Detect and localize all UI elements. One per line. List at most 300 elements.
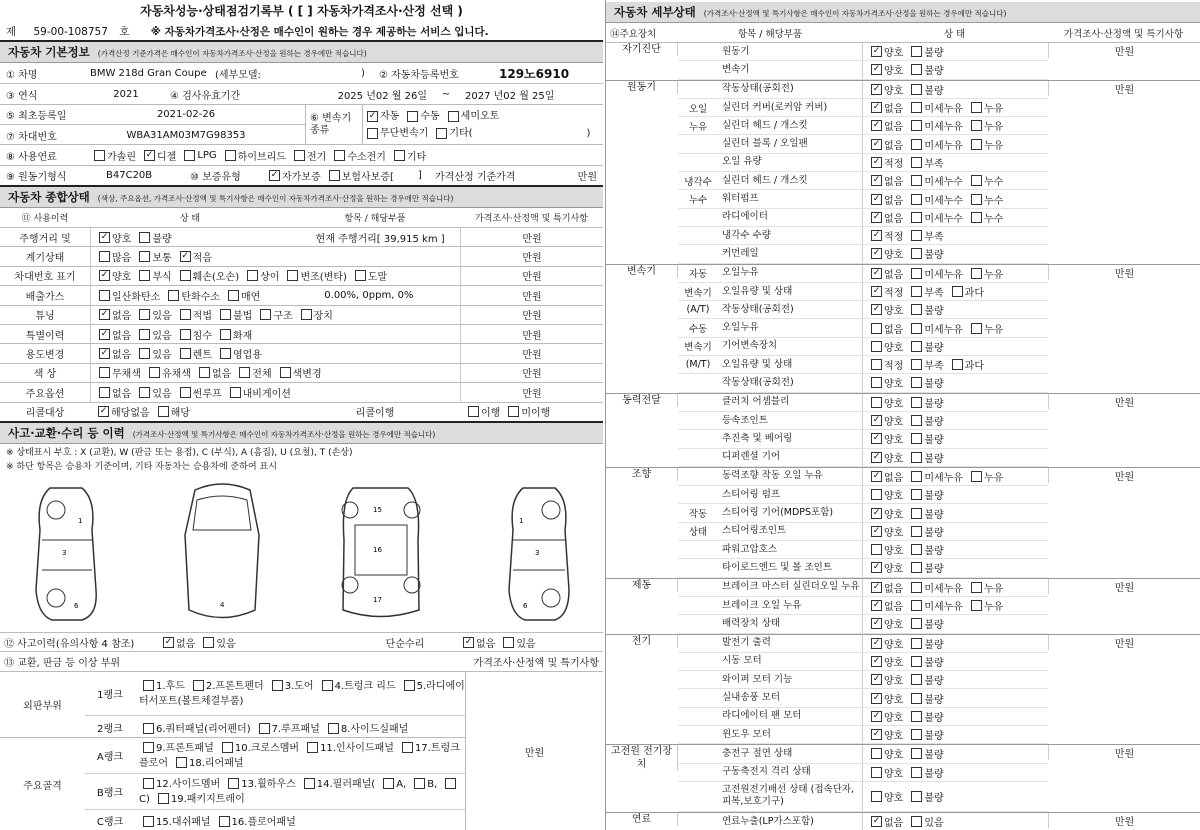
checkbox[interactable] (383, 778, 394, 789)
option-label: 누유 (983, 602, 1004, 614)
checkbox[interactable]: ✓ (872, 248, 881, 259)
detail-item: 클러치 어셈블리 (722, 396, 790, 408)
accident-header (0, 423, 603, 444)
checkbox[interactable]: ✓ (872, 581, 881, 592)
checkbox[interactable]: ✓ (872, 655, 881, 666)
checkbox[interactable]: ✓ (872, 451, 881, 462)
option-label: 불량 (924, 491, 944, 503)
summary-row-amount: 만원 (460, 383, 603, 401)
checkbox[interactable] (971, 212, 982, 223)
option-label: 불량 (924, 639, 944, 651)
checkbox[interactable] (329, 170, 340, 181)
checkbox[interactable] (307, 742, 318, 753)
checkbox[interactable]: ✓ (872, 138, 881, 149)
checkbox[interactable]: ✓ (100, 309, 109, 320)
car-front-label-4: 4 (220, 601, 225, 609)
checkbox[interactable] (911, 323, 922, 334)
checkbox[interactable] (225, 150, 236, 161)
detail-group (606, 43, 1200, 81)
checkbox[interactable] (911, 767, 922, 778)
checkbox[interactable] (871, 489, 882, 500)
detail-sub-label (678, 635, 718, 652)
checkbox[interactable]: ✓ (100, 348, 109, 359)
panel-item: 1.후드 (156, 680, 185, 692)
summary-row-label: 차대번호 표기 (14, 272, 76, 284)
checkbox[interactable] (180, 270, 191, 281)
checkbox[interactable]: ✓ (100, 270, 109, 281)
checkbox[interactable] (871, 359, 882, 370)
checkbox[interactable] (220, 348, 231, 359)
checkbox[interactable] (407, 111, 418, 122)
detail-item: 스티어링 기어(MDPS포함) (722, 507, 834, 519)
car-right-label-6: 6 (523, 602, 528, 610)
checkbox[interactable]: ✓ (270, 170, 279, 180)
detail-sub-label: 냉각수 (684, 176, 712, 188)
checkbox[interactable] (911, 638, 922, 649)
checkbox[interactable] (911, 415, 922, 426)
checkbox[interactable]: ✓ (181, 251, 189, 262)
checkbox[interactable] (911, 230, 922, 241)
checkbox[interactable]: ✓ (164, 636, 173, 647)
summary-col-header: 가격조사·산정액 및 특기사항 (475, 214, 588, 224)
checkbox[interactable] (143, 816, 154, 827)
detail-sub-label (678, 209, 718, 226)
checkbox[interactable] (871, 341, 882, 352)
checkbox[interactable] (971, 323, 982, 334)
checkbox[interactable] (911, 489, 922, 500)
checkbox[interactable] (322, 680, 333, 691)
checkbox[interactable] (911, 102, 922, 113)
checkbox[interactable]: ✓ (872, 286, 881, 296)
checkbox[interactable] (143, 723, 154, 734)
checkbox[interactable] (871, 767, 882, 778)
checkbox[interactable]: ✓ (872, 267, 881, 278)
checkbox[interactable] (871, 791, 882, 802)
checkbox[interactable]: ✓ (872, 729, 881, 740)
detail-item: 브레이크 오일 누유 (722, 599, 802, 611)
checkbox[interactable] (971, 600, 982, 611)
option-label: 양호 (884, 620, 904, 632)
checkbox[interactable] (971, 194, 982, 205)
engine-label: ⑨ 원동기형식 (6, 172, 67, 183)
option-label: 미세누유 (924, 140, 963, 152)
checkbox[interactable] (971, 582, 982, 593)
checkbox[interactable] (911, 711, 922, 722)
transmission-option: 수동 (420, 111, 440, 122)
option-label: 누유 (983, 269, 1004, 281)
checkbox[interactable] (911, 508, 922, 519)
detail-group-name: 동력전달 (606, 394, 678, 407)
warranty-options (261, 166, 431, 185)
checkbox[interactable] (871, 377, 882, 388)
checkbox[interactable]: ✓ (872, 120, 881, 131)
checkbox[interactable]: ✓ (872, 637, 881, 648)
checkbox[interactable] (911, 791, 922, 802)
checkbox[interactable] (911, 674, 922, 685)
checkbox[interactable] (260, 309, 271, 320)
checkbox[interactable]: ✓ (145, 149, 154, 160)
checkbox[interactable] (143, 778, 154, 789)
checkbox[interactable] (180, 348, 191, 359)
checkbox[interactable] (280, 367, 291, 378)
checkbox[interactable] (911, 248, 922, 259)
detail-group-name: 조향 (606, 468, 678, 481)
rank1-items (135, 679, 465, 709)
checkbox[interactable]: ✓ (872, 64, 881, 75)
checkbox[interactable] (176, 757, 187, 768)
rank2-label: 2랭크 (97, 723, 123, 735)
summary-row-amount: 만원 (460, 228, 603, 246)
checkbox[interactable] (247, 270, 258, 281)
checkbox[interactable] (436, 128, 447, 139)
option-label: 불량 (924, 48, 944, 60)
checkbox[interactable] (228, 778, 239, 789)
checkbox[interactable] (219, 816, 230, 827)
checkbox[interactable] (99, 387, 110, 398)
checkbox[interactable] (180, 387, 191, 398)
option-label: 없음 (112, 330, 132, 342)
checkbox[interactable] (911, 304, 922, 315)
checkbox[interactable]: ✓ (872, 525, 881, 536)
checkbox[interactable]: ✓ (872, 211, 881, 222)
detail-sub-label (678, 708, 718, 725)
checkbox[interactable]: ✓ (872, 507, 881, 518)
checkbox[interactable] (911, 433, 922, 444)
transmission-option: 무단변속기 (380, 128, 429, 139)
checkbox[interactable] (402, 742, 413, 753)
checkbox[interactable] (220, 309, 231, 320)
checkbox[interactable] (139, 329, 150, 340)
detail-group-name: 연료 (606, 813, 678, 826)
accident-title: 사고·교환·수리 등 이력 (8, 425, 125, 440)
checkbox[interactable] (871, 397, 882, 408)
checkbox[interactable] (180, 309, 191, 320)
detail-amount: 만원 (1048, 813, 1200, 828)
checkbox[interactable] (911, 397, 922, 408)
detail-row (678, 635, 1048, 653)
checkbox[interactable]: ✓ (872, 618, 881, 629)
option-label: 불량 (924, 620, 944, 632)
detail-group-name: 자기진단 (606, 43, 678, 56)
checkbox[interactable] (971, 268, 982, 279)
checkbox[interactable] (193, 680, 204, 691)
detail-row (678, 813, 1048, 830)
checkbox[interactable]: ✓ (872, 710, 881, 721)
checkbox[interactable] (503, 637, 514, 648)
option-label: 불량 (924, 509, 944, 521)
checkbox[interactable] (149, 367, 160, 378)
detail-sub-label: (M/T) (685, 359, 711, 371)
detail-item: 실린더 헤드 / 개스킷 (722, 119, 808, 131)
checkbox[interactable] (911, 816, 922, 827)
checkbox[interactable] (971, 471, 982, 482)
checkbox[interactable] (168, 290, 179, 301)
checkbox[interactable] (287, 270, 298, 281)
checkbox[interactable] (355, 270, 366, 281)
checkbox[interactable] (971, 139, 982, 150)
cert-no-label: 제 (6, 26, 17, 38)
checkbox[interactable] (404, 680, 415, 691)
detail-item: 윈도우 모터 (722, 728, 771, 740)
checkbox[interactable] (911, 359, 922, 370)
option-label: 전체 (252, 369, 272, 381)
checkbox[interactable] (911, 618, 922, 629)
checkbox[interactable]: ✓ (872, 230, 881, 241)
checkbox[interactable] (911, 194, 922, 205)
checkbox[interactable] (328, 723, 339, 734)
option-label: 썬루프 (192, 388, 222, 400)
checkbox[interactable]: ✓ (368, 110, 377, 121)
checkbox[interactable] (911, 471, 922, 482)
checkbox[interactable] (952, 286, 963, 297)
checkbox[interactable] (911, 452, 922, 463)
checkbox[interactable] (508, 406, 519, 417)
option-label: 일산화탄소 (112, 291, 161, 303)
checkbox[interactable] (911, 693, 922, 704)
checkbox[interactable] (301, 309, 312, 320)
option-label: 부족 (924, 158, 944, 170)
checkbox[interactable] (871, 323, 882, 334)
checkbox[interactable] (228, 290, 239, 301)
checkbox[interactable]: ✓ (872, 156, 881, 167)
detail-sub-label: 변속기 (684, 287, 712, 299)
detail-sub-label (678, 245, 718, 262)
detail-row (678, 394, 1048, 412)
checkbox[interactable] (445, 778, 456, 789)
checkbox[interactable] (911, 729, 922, 740)
summary-row (0, 228, 603, 247)
checkbox[interactable]: ✓ (99, 406, 108, 417)
detail-item: 구동축전지 격리 상태 (722, 766, 811, 778)
checkbox[interactable]: ✓ (100, 328, 109, 339)
option-label: 불량 (924, 306, 944, 318)
detail-item: 타이로드엔드 및 볼 조인트 (722, 561, 833, 573)
checkbox[interactable] (448, 111, 459, 122)
checkbox[interactable] (158, 793, 169, 804)
panel-item: 6.쿼터패널(리어펜더) (156, 723, 251, 735)
checkbox[interactable] (143, 742, 154, 753)
detail-item: 오일유량 및 상태 (722, 358, 793, 370)
checkbox[interactable] (911, 600, 922, 611)
detail-row (678, 154, 1048, 172)
checkbox[interactable] (911, 562, 922, 573)
car-top-label-16: 16 (373, 546, 382, 554)
detail-group (606, 813, 1200, 830)
panel-item: 5.라디에이터서포트(볼트체결부품) (139, 680, 465, 707)
option-label: 불량 (924, 379, 944, 391)
checkbox[interactable] (911, 286, 922, 297)
option-label: 침수 (192, 330, 212, 342)
checkbox[interactable] (911, 139, 922, 150)
fuel-option: 디젤 (156, 151, 177, 163)
checkbox[interactable]: ✓ (872, 46, 881, 57)
checkbox[interactable] (139, 232, 150, 243)
detail-item: 실린더 헤드 / 개스킷 (722, 174, 808, 186)
option-label: 불량 (924, 85, 944, 97)
option-label: 미세누유 (924, 122, 963, 134)
summary-col-header: 상 태 (179, 214, 201, 224)
checkbox[interactable]: ✓ (872, 816, 881, 827)
checkbox[interactable] (971, 120, 982, 131)
detail-sub-label (678, 394, 718, 411)
fuel-option: 하이브리드 (237, 151, 286, 163)
option-label: 불량 (924, 792, 944, 804)
detail-group-name: 원동기 (606, 81, 678, 94)
checkbox[interactable] (294, 150, 305, 161)
summary-row-amount: 만원 (460, 325, 603, 343)
checkbox[interactable] (911, 268, 922, 279)
option-label: 불량 (924, 712, 944, 724)
option-label: 부식 (152, 272, 172, 284)
checkbox[interactable] (367, 128, 378, 139)
cert-note: ※ 자동차가격조사·산정은 매수인이 원하는 경우 제공하는 서비스 입니다. (150, 26, 489, 38)
fuel-option: 기타 (406, 151, 427, 163)
checkbox[interactable]: ✓ (872, 102, 881, 113)
checkbox[interactable] (911, 84, 922, 95)
option-label: 양호 (884, 657, 904, 669)
checkbox[interactable] (911, 748, 922, 759)
checkbox[interactable] (911, 46, 922, 57)
summary-row (0, 247, 603, 266)
checkbox[interactable] (99, 290, 110, 301)
checkbox[interactable] (272, 680, 283, 691)
detail-row (678, 745, 1048, 763)
checkbox[interactable]: ✓ (100, 231, 109, 242)
checkbox[interactable] (414, 778, 425, 789)
checkbox[interactable] (139, 348, 150, 359)
checkbox[interactable] (871, 748, 882, 759)
checkbox[interactable] (334, 150, 345, 161)
option-label: 양호 (884, 527, 904, 539)
detail-column-headers (606, 23, 1200, 43)
detail-item: 브레이크 마스터 실린더오일 누유 (722, 581, 860, 593)
first-reg: 2021-02-26 (156, 109, 216, 120)
checkbox[interactable]: ✓ (872, 600, 881, 611)
engine-type: B47C20B (106, 170, 153, 181)
detail-header-device: ⑭주요장치 (610, 28, 657, 40)
summary-row-amount: 만원 (460, 247, 603, 265)
checkbox[interactable] (911, 582, 922, 593)
checkbox[interactable]: ✓ (872, 304, 881, 315)
fuel-option: 수소전기 (347, 151, 386, 163)
summary-row-label: 용도변경 (25, 350, 65, 362)
summary-row (0, 364, 603, 383)
detail-item: 충전구 절연 상태 (722, 747, 793, 759)
checkbox[interactable] (259, 723, 270, 734)
checkbox[interactable] (911, 120, 922, 131)
checkbox[interactable] (139, 251, 150, 262)
checkbox[interactable] (911, 212, 922, 223)
detail-item: 오일유량 및 상태 (722, 285, 793, 297)
detail-item: 추진축 및 베어링 (722, 432, 793, 444)
checkbox[interactable] (199, 367, 210, 378)
checkbox[interactable] (911, 526, 922, 537)
panel-item: 11.인사이드패널 (320, 742, 394, 754)
checkbox[interactable]: ✓ (872, 83, 881, 94)
checkbox[interactable]: ✓ (872, 674, 881, 685)
panel-item: 8.사이드실패널 (340, 723, 409, 735)
checkbox[interactable]: ✓ (872, 415, 881, 426)
checkbox[interactable] (971, 175, 982, 186)
checkbox[interactable] (220, 329, 231, 340)
detail-group (606, 394, 1200, 468)
option-label: 미세누수 (924, 177, 963, 189)
sub-model-label: (세부모델: (215, 69, 261, 81)
panel-item: A, (396, 778, 407, 790)
checkbox[interactable] (394, 150, 405, 161)
checkbox[interactable] (94, 150, 105, 161)
checkbox[interactable] (911, 64, 922, 75)
option-label: 미세누유 (924, 104, 963, 116)
checkbox[interactable] (230, 387, 241, 398)
checkbox[interactable] (911, 175, 922, 186)
checkbox[interactable] (911, 377, 922, 388)
car-name: BMW 218d Gran Coupe (90, 67, 207, 79)
checkbox[interactable]: ✓ (872, 562, 881, 573)
checkbox[interactable] (99, 367, 110, 378)
checkbox[interactable] (971, 102, 982, 113)
option-label: 부족 (924, 232, 944, 244)
checkbox[interactable] (139, 309, 150, 320)
checkbox[interactable] (184, 150, 195, 161)
recall-option: 해당없음 (111, 408, 150, 420)
checkbox[interactable]: ✓ (872, 175, 881, 186)
checkbox[interactable] (952, 359, 963, 370)
detail-sub-label (678, 579, 718, 596)
checkbox[interactable]: ✓ (872, 692, 881, 703)
checkbox[interactable] (911, 341, 922, 352)
panel-item: 9.프론트패널 (156, 742, 214, 754)
checkbox[interactable] (180, 329, 191, 340)
checkbox[interactable] (139, 270, 150, 281)
checkbox[interactable] (99, 251, 110, 262)
reg-no: 129노6910 (499, 66, 570, 81)
transmission-option: 자동 (380, 111, 400, 122)
checkbox[interactable] (911, 157, 922, 168)
option-label: 누수 (983, 195, 1004, 207)
detail-sub-label (678, 782, 718, 811)
checkbox[interactable] (911, 544, 922, 555)
checkbox[interactable]: ✓ (464, 636, 473, 647)
summary-title: 자동차 종합상태 (8, 190, 90, 204)
checkbox[interactable] (139, 387, 150, 398)
checkbox[interactable]: ✓ (872, 470, 881, 481)
year-label: ③ 연식 (6, 90, 38, 102)
detail-item: 연료누출(LP가스포함) (722, 815, 814, 827)
checkbox[interactable] (468, 406, 479, 417)
checkbox[interactable] (871, 544, 882, 555)
checkbox[interactable] (143, 680, 154, 691)
option-label: 불량 (924, 453, 944, 465)
detail-row (678, 265, 1048, 283)
detail-item: 실내송풍 모터 (722, 692, 781, 704)
panel-item: 2.프론트펜더 (205, 680, 264, 692)
option-label: 불량 (924, 657, 944, 669)
checkbox[interactable] (911, 656, 922, 667)
checkbox[interactable]: ✓ (872, 433, 881, 444)
checkbox[interactable] (203, 637, 214, 648)
checkbox[interactable] (304, 778, 315, 789)
car-diagram-front (175, 480, 270, 625)
checkbox[interactable] (222, 742, 233, 753)
fuel-option: 전기 (306, 151, 327, 163)
warranty-option: 보험사보증[ (341, 172, 394, 183)
option-label: 유채색 (161, 369, 191, 381)
checkbox[interactable]: ✓ (872, 193, 881, 204)
detail-sub-label (678, 135, 718, 152)
checkbox[interactable] (158, 406, 169, 417)
checkbox[interactable] (239, 367, 250, 378)
